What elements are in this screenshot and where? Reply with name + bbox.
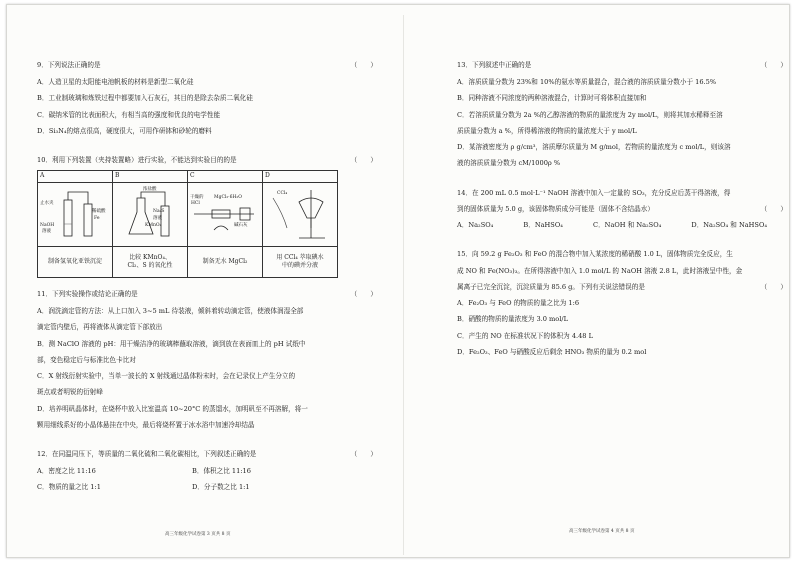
- label-kmno4: KMnO₄: [145, 223, 162, 229]
- label-ccl4: CCl₄: [277, 191, 288, 197]
- q11-line-1: A．润洗滴定管的方法：从上口加入 3~5 mL 待装液，倾斜着转动滴定管，使液体润湿全部: [37, 307, 304, 316]
- apparatus-c: [188, 183, 263, 247]
- apparatus-b-drawing: [115, 184, 185, 242]
- q12-answer-paren: （ ）: [350, 450, 377, 459]
- label-fe: Fe: [94, 216, 100, 222]
- header-a: A: [38, 171, 113, 183]
- q12-stem: 12．在同温同压下，等质量的二氧化硫和二氧化碳相比，下列叙述正确的是 （ ）: [37, 450, 377, 459]
- q11-line-3: B．测 NaClO 溶液的 pH：用干燥洁净的玻璃棒蘸取溶液，滴到放在表面皿上的 pH 试纸中: [37, 339, 306, 348]
- label-conc-hcl: 浓盐酸: [143, 187, 157, 193]
- q14-option-d: D．Na₂SO₄ 和 NaHSO₄: [691, 221, 767, 230]
- q11-line-7: D．培养明矾晶体时，在烧杯中放入比室温高 10~20°C 的蒸馏水，加明矾至不再溶解，将一: [37, 404, 308, 413]
- apparatus-b: [113, 183, 188, 247]
- q11-line-5: C．X 射线衍射实验中，当单一波长的 X 射线通过晶体粉末时，会在记录仪上产生分立的: [37, 372, 296, 381]
- q12-option-c: C．物质的量之比 1:1: [37, 483, 101, 492]
- label-dry: 干燥的: [190, 195, 204, 201]
- apparatus-d-drawing: [265, 184, 335, 242]
- q11-line-6: 斑点或者明锐的衍射峰: [37, 388, 103, 397]
- label-na2s: Na₂S: [153, 209, 165, 215]
- right-page: [457, 61, 787, 364]
- q13-answer-paren: （ ）: [760, 61, 787, 69]
- caption-c: 制备无水 MgCl₂: [188, 246, 263, 277]
- q13-line-4: 质质量分数为 a %，所得稀溶液的物质的量浓度大于 y mol/L: [457, 126, 637, 135]
- q13-line-5: D．某溶液密度为 ρ g/cm³，溶质摩尔质量为 M g/mol，若物质的量浓度为 c mol/L，则该溶: [457, 143, 731, 152]
- q9-option-d: D．Si₃N₄的熔点很高，硬度很大，可用作研钵和砂轮的磨料: [37, 126, 212, 135]
- caption-b: 比较 KMnO₄、 Cl₂、S 的氧化性: [113, 246, 188, 277]
- right-page-footer: 高三年级化学试卷第 4 页共 8 页: [569, 529, 635, 534]
- q13-stem: 13．下列叙述中正确的是 （ ）: [457, 61, 787, 69]
- q9-answer-paren: （ ）: [350, 61, 377, 69]
- header-d: D: [263, 171, 338, 183]
- q11-stem: 11．下列实验操作或结论正确的是 （ ）: [37, 289, 377, 298]
- q13-line-1: A．溶质质量分数为 23%和 10%的氨水等质量混合，混合液的溶质质量分数小于 16.5%: [457, 78, 717, 87]
- left-page-footer: 高三年级化学试卷第 3 页共 8 页: [165, 532, 231, 537]
- caption-a: 制备氢氧化亚铁沉淀: [38, 246, 113, 277]
- q9-option-b: B．工业制玻璃和炼铁过程中都要加入石灰石，其目的是除去杂质二氧化硅: [37, 94, 253, 103]
- q12-option-d: D．分子数之比 1:1: [192, 483, 250, 492]
- q14-option-c: C．NaOH 和 Na₂SO₄: [593, 221, 662, 230]
- q10-stem: 10．利用下列装置（夹持装置略）进行实验，不能达到实验目的的是 （ ）: [37, 156, 377, 165]
- label-na2s-solution: 溶液: [153, 216, 162, 222]
- apparatus-c-drawing: [190, 184, 260, 242]
- q15-option-d: D．Fe₂O₃、FeO 与硝酸反应后剩余 HNO₃ 物质的量为 0.2 mol: [457, 347, 647, 356]
- q11-line-8: 颗用细线系好的小晶体悬挂在中央，最后将烧杯置于冰水浴中加速冷却结晶: [37, 420, 255, 429]
- q9-option-c: C．碳纳米管的比表面积大，有相当高的强度和优良的电学性能: [37, 110, 221, 119]
- q14-options: [457, 221, 767, 229]
- q12-option-a: A．密度之比 11:16: [37, 467, 96, 476]
- q14-line-1: 14．在 200 mL 0.5 mol·L⁻¹ NaOH 溶液中加入一定量的 SO₃，充分反应后蒸干得溶液，得: [457, 188, 731, 197]
- q14-line-2: 到的固体质量为 5.0 g，该固体物质成分可能是（固体不含结晶水） （ ）: [457, 204, 787, 213]
- q14-answer-paren: （ ）: [760, 204, 787, 213]
- q12-option-b: B．体积之比 11:16: [192, 467, 251, 476]
- label-hcl: HCl: [191, 201, 200, 207]
- q15-line-2: 成 NO 和 Fe(NO₃)₃。在所得溶液中加入 1.0 mol/L 的 NaOH 溶液 2.8 L，此时溶液呈中性，金: [457, 266, 743, 275]
- q15-answer-paren: （ ）: [760, 282, 787, 291]
- label-soda-lime: 碱石灰: [234, 223, 248, 229]
- caption-d: 用 CCl₄ 萃取碘水 中的碘并分液: [263, 246, 338, 277]
- header-c: C: [188, 171, 263, 183]
- label-dilute-sulfuric: 稀硫酸: [92, 209, 106, 215]
- q9-option-a: A．人造卫星的太阳能电池帆板的材料是新型二氧化硅: [37, 78, 194, 87]
- left-page: [37, 61, 377, 500]
- label-naoh: NaOH: [40, 223, 55, 229]
- q11-line-2: 滴定管内壁后，再将液体从滴定管下部放出: [37, 323, 163, 332]
- apparatus-table: [37, 170, 338, 278]
- q14-option-a: A．Na₂SO₄: [457, 221, 494, 230]
- q15-option-c: C．产生的 NO 在标准状况下的体积为 4.48 L: [457, 331, 593, 340]
- page-divider: [403, 15, 404, 555]
- label-naoh-solution: 溶液: [42, 229, 51, 235]
- q9-stem: 9．下列说法正确的是 （ ）: [37, 61, 377, 69]
- q15-option-b: B．硝酸的物质的量浓度为 3.0 mol/L: [457, 315, 568, 324]
- label-stop-clamp: 止水夹: [40, 201, 54, 207]
- q15-line-1: 15．向 59.2 g Fe₂O₃ 和 FeO 的混合物中加入某浓度的稀硝酸 1.0 L，固体物质完全反应，生: [457, 250, 733, 259]
- q11-line-4: 部，变色稳定后与标准比色卡比对: [37, 355, 136, 364]
- apparatus-a: [38, 183, 113, 247]
- q15-option-a: A．Fe₂O₃ 与 FeO 的物质的量之比为 1:6: [457, 299, 580, 308]
- q13-line-6: 液的溶质质量分数为 cM/1000ρ %: [457, 159, 561, 168]
- q13-line-3: C．若溶质质量分数为 2a %的乙醇溶液的物质的量浓度为 2y mol/L，则将其加水稀释至溶: [457, 110, 723, 119]
- q11-answer-paren: （ ）: [350, 289, 377, 298]
- label-mgcl2-hydrate: MgCl₂·6H₂O: [214, 195, 242, 201]
- q14-option-b: B．NaHSO₄: [523, 221, 563, 230]
- apparatus-d: [263, 183, 338, 247]
- header-b: B: [113, 171, 188, 183]
- q15-line-3: 属离子已完全沉淀，沉淀质量为 85.6 g。下列有关说法错误的是 （ ）: [457, 282, 787, 291]
- q10-answer-paren: （ ）: [350, 156, 377, 165]
- q13-line-2: B．同种溶液不同浓度的两种溶液混合，计算时可将体积直接加和: [457, 94, 647, 103]
- exam-sheet: [6, 4, 790, 558]
